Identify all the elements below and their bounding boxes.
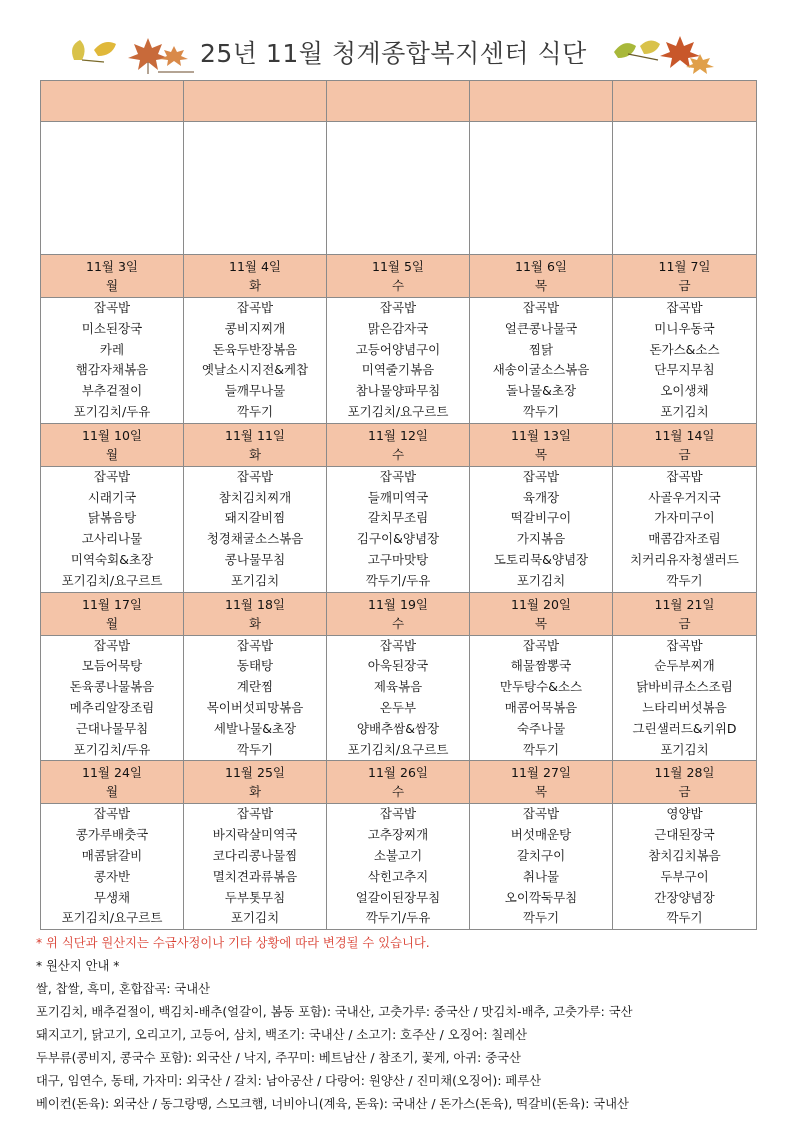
date-label: 11월 19일: [368, 596, 428, 612]
notes-section: [36, 932, 766, 1116]
date-label: 11월 20일: [511, 596, 571, 612]
menu-cell: [470, 635, 613, 761]
weekday-label: 수: [391, 278, 405, 293]
title-area: [0, 26, 793, 76]
date-label: 11월 10일: [82, 427, 142, 443]
menu-item: 동태탕: [236, 658, 274, 674]
menu-item: 그린샐러드&키위D: [632, 720, 737, 736]
menu-item: 잡곡밥: [236, 300, 274, 315]
menu-item: 잡곡밥: [522, 806, 560, 822]
menu-item: 깍두기: [236, 741, 274, 757]
weekday-label: 수: [391, 784, 405, 800]
weekday-label: 목: [534, 784, 548, 800]
menu-item: 두부톳무침: [224, 889, 286, 905]
menu-item: 깍두기/두유: [365, 910, 431, 926]
menu-cell: [470, 466, 613, 592]
menu-item: 메추리알장조림: [69, 699, 155, 715]
menu-item: 깍두기: [236, 403, 274, 419]
weekday-label: 수: [391, 446, 405, 462]
menu-item: 매콤어묵볶음: [504, 699, 578, 715]
weekday-label: 월: [105, 278, 119, 293]
origin-line: 돼지고기, 닭고기, 오리고기, 고등어, 삼치, 백조기: 국내산 / 소고기: 호주산 / 오징어: 칠레산: [36, 1028, 528, 1042]
date-cell: [470, 423, 613, 466]
menu-item: 청경채굴소스볶음: [206, 531, 304, 547]
origin-line: 대구, 임연수, 동태, 가자미: 외국산 / 갈치: 남아공산 / 다랑어: 원양산 / 진미채(오징어): 페루산: [36, 1074, 542, 1088]
menu-item: 미역줄기볶음: [361, 362, 435, 378]
header-cell: [470, 81, 613, 122]
menu-item: 떡갈비구이: [510, 510, 572, 526]
weekday-label: 화: [248, 784, 262, 800]
maple-leaf-icon: [118, 32, 198, 76]
page-title: 25년 11월 청계종합복지센터 식단: [200, 39, 587, 68]
menu-item: 근대나물무침: [75, 720, 149, 736]
menu-cell: [470, 804, 613, 930]
menu-item: 새송이굴소스볶음: [492, 362, 590, 378]
menu-cell: [41, 466, 184, 592]
menu-item: 바지락살미역국: [212, 827, 298, 843]
maple-leaf-icon: [650, 32, 730, 80]
blank-cell: [327, 122, 470, 255]
origin-line: 두부류(콩비지, 콩국수 포함): 외국산 / 낙지, 주꾸미: 베트남산 / 참조기, 꽃게, 아귀: 중국산: [36, 1051, 521, 1065]
menu-item: 잡곡밥: [93, 806, 131, 822]
menu-item: 목이버섯피망볶음: [206, 699, 304, 715]
origin-title: * 원산지 안내 *: [36, 959, 120, 973]
date-label: 11월 3일: [86, 259, 138, 274]
blank-cell: [613, 122, 757, 255]
menu-item: 부추겉절이: [81, 383, 143, 399]
menu-item: 고구마맛탕: [367, 551, 429, 567]
menu-item: 콩자반: [93, 868, 131, 884]
menu-item: 코다리콩나물찜: [212, 847, 298, 863]
weekday-label: 금: [678, 446, 691, 462]
date-row: [41, 255, 757, 298]
weekday-label: 화: [248, 278, 262, 293]
menu-item: 깍두기: [522, 741, 560, 757]
date-label: 11월 4일: [229, 259, 281, 274]
menu-item: 잡곡밥: [236, 637, 274, 653]
menu-cell: [327, 804, 470, 930]
menu-item: 잡곡밥: [522, 300, 560, 315]
date-cell: [41, 592, 184, 635]
menu-row: [41, 466, 757, 592]
menu-cell: [184, 466, 327, 592]
date-cell: [327, 255, 470, 298]
menu-item: 돌나물&초장: [505, 383, 577, 399]
menu-item: 순두부찌개: [654, 658, 715, 674]
menu-item: 갈치무조림: [367, 510, 429, 526]
menu-item: 잡곡밥: [666, 637, 703, 653]
menu-item: 소불고기: [373, 847, 423, 863]
menu-item: 옛날소시지전&케찹: [201, 362, 309, 378]
date-cell: [470, 255, 613, 298]
weekday-label: 금: [678, 278, 691, 293]
date-label: 11월 13일: [511, 427, 571, 443]
menu-cell: [327, 635, 470, 761]
menu-item: 카레: [99, 341, 125, 357]
menu-item: 버섯매운탕: [510, 827, 572, 843]
blank-cell: [41, 122, 184, 255]
date-cell: [613, 592, 757, 635]
date-cell: [613, 761, 757, 804]
menu-cell: [327, 466, 470, 592]
menu-item: 삭힌고추지: [367, 868, 429, 884]
origin-line: 포기김치, 배추겉절이, 백김치-배추(얼갈이, 봄동 포함): 국내산, 고춧가루: 중국산 / 맛김치-배추, 고춧가루: 국산: [36, 1005, 633, 1019]
origin-line: 베이컨(돈육): 외국산 / 동그랑땡, 스모크햄, 너비아니(계육, 돈육): 국내산 / 돈가스(돈육), 떡갈비(돈육): 국내산: [36, 1097, 629, 1111]
menu-item: 참치김치볶음: [648, 847, 721, 863]
menu-item: 가자미구이: [654, 510, 715, 526]
menu-item: 콩비지찌개: [224, 320, 286, 336]
menu-item: 잡곡밥: [93, 300, 131, 315]
menu-item: 잡곡밥: [522, 637, 560, 653]
menu-cell: [613, 298, 757, 424]
origin-line: 쌀, 찹쌀, 흑미, 혼합잡곡: 국내산: [36, 982, 211, 996]
menu-item: 잡곡밥: [666, 300, 703, 315]
menu-item: 오이깍둑무침: [504, 889, 578, 905]
header-cell: [41, 81, 184, 122]
weekday-label: 목: [534, 278, 548, 293]
menu-item: 해물짬뽕국: [510, 658, 572, 674]
menu-item: 콩가루배춧국: [75, 827, 149, 843]
menu-item: 깍두기/두유: [365, 572, 431, 588]
menu-item: 포기김치: [516, 572, 566, 588]
date-cell: [613, 255, 757, 298]
menu-item: 김구이&양념장: [356, 531, 440, 547]
menu-cell: [184, 635, 327, 761]
menu-item: 느타리버섯볶음: [642, 699, 727, 715]
menu-item: 무생채: [93, 889, 131, 905]
menu-item: 잡곡밥: [236, 468, 274, 484]
menu-item: 포기김치/두유: [73, 403, 151, 419]
date-cell: [41, 761, 184, 804]
date-label: 11월 7일: [658, 259, 711, 274]
weekday-label: 화: [248, 446, 262, 462]
menu-item: 돈가스&소스: [649, 341, 720, 357]
blank-row: [41, 122, 757, 255]
menu-item: 포기김치/두유: [73, 741, 151, 757]
menu-item: 매콤감자조림: [648, 531, 721, 547]
menu-item: 돈육두반장볶음: [212, 341, 298, 357]
date-cell: [184, 255, 327, 298]
menu-item: 간장양념장: [654, 889, 715, 905]
menu-row: [41, 804, 757, 930]
menu-item: 사골우거지국: [648, 489, 721, 505]
date-label: 11월 21일: [654, 596, 715, 612]
menu-item: 들깨미역국: [367, 489, 429, 505]
menu-item: 포기김치: [230, 572, 280, 588]
header-cell: [184, 81, 327, 122]
menu-item: 닭볶음탕: [87, 510, 137, 526]
weekday-label: 월: [105, 784, 119, 800]
date-cell: [327, 423, 470, 466]
menu-item: 모듬어묵탕: [81, 658, 143, 674]
menu-item: 치커리유자청샐러드: [630, 551, 739, 567]
menu-item: 포기김치/요구르트: [347, 741, 449, 757]
menu-cell: [41, 298, 184, 424]
menu-item: 참치김치찌개: [218, 489, 292, 505]
weekday-label: 월: [105, 446, 119, 462]
menu-cell: [613, 466, 757, 592]
menu-item: 참나물양파무침: [355, 383, 441, 399]
menu-cell: [41, 804, 184, 930]
menu-item: 깍두기: [522, 403, 560, 419]
blank-cell: [470, 122, 613, 255]
menu-item: 잡곡밥: [522, 468, 560, 484]
date-label: 11월 17일: [82, 596, 142, 612]
menu-item: 깍두기: [666, 572, 703, 588]
menu-cell: [613, 804, 757, 930]
date-label: 11월 5일: [372, 259, 424, 274]
menu-item: 얼갈이된장무침: [355, 889, 441, 905]
weeks-body: [41, 255, 757, 930]
menu-item: 만두탕수&소스: [499, 679, 583, 695]
menu-item: 맑은감자국: [367, 320, 429, 336]
menu-item: 포기김치/요구르트: [61, 910, 163, 926]
date-row: [41, 761, 757, 804]
menu-item: 깍두기: [522, 910, 560, 926]
weekday-label: 수: [391, 615, 405, 631]
menu-item: 얼큰콩나물국: [504, 320, 578, 336]
menu-cell: [184, 804, 327, 930]
menu-item: 고추장찌개: [367, 827, 429, 843]
weekday-label: 목: [534, 615, 548, 631]
menu-cell: [613, 635, 757, 761]
menu-cell: [41, 635, 184, 761]
menu-item: 계란찜: [236, 679, 274, 695]
date-cell: [184, 592, 327, 635]
date-label: 11월 18일: [225, 596, 285, 612]
menu-item: 잡곡밥: [379, 637, 417, 653]
menu-item: 포기김치/요구르트: [347, 403, 449, 419]
date-cell: [184, 423, 327, 466]
menu-item: 잡곡밥: [666, 468, 703, 484]
menu-item: 콩나물무침: [224, 551, 286, 567]
menu-item: 오이생채: [660, 383, 709, 399]
menu-item: 멸치견과류볶음: [212, 868, 298, 884]
menu-item: 잡곡밥: [379, 806, 417, 822]
menu-item: 고사리나물: [81, 531, 143, 547]
change-warning: * 위 식단과 원산지는 수급사정이나 기타 상황에 따라 변경될 수 있습니다.: [36, 936, 430, 950]
menu-item: 포기김치/요구르트: [61, 572, 163, 588]
date-label: 11월 14일: [654, 427, 715, 443]
menu-item: 갈치구이: [516, 847, 566, 863]
menu-item: 잡곡밥: [93, 637, 131, 653]
menu-row: [41, 298, 757, 424]
menu-item: 영양밥: [666, 806, 703, 822]
menu-item: 닭바비큐소스조림: [636, 679, 733, 695]
menu-item: 세발나물&초장: [213, 720, 297, 736]
menu-cell: [184, 298, 327, 424]
menu-item: 온두부: [379, 699, 417, 715]
date-cell: [470, 592, 613, 635]
header-row: [41, 81, 757, 122]
menu-item: 찜닭: [528, 341, 554, 357]
menu-item: 깍두기: [666, 910, 703, 926]
menu-item: 햄감자채볶음: [75, 362, 149, 378]
menu-item: 숙주나물: [516, 720, 566, 736]
menu-item: 잡곡밥: [379, 468, 417, 484]
menu-cell: [470, 298, 613, 424]
weekday-label: 목: [534, 446, 548, 462]
date-label: 11월 27일: [511, 765, 571, 781]
date-label: 11월 24일: [82, 765, 142, 781]
weekday-label: 금: [678, 784, 691, 800]
date-cell: [41, 255, 184, 298]
menu-item: 도토리묵&양념장: [493, 551, 589, 567]
date-cell: [184, 761, 327, 804]
date-cell: [41, 423, 184, 466]
menu-item: 아욱된장국: [367, 658, 429, 674]
date-label: 11월 25일: [225, 765, 285, 781]
menu-item: 제육볶음: [373, 679, 423, 695]
blank-cell: [184, 122, 327, 255]
date-row: [41, 423, 757, 466]
date-cell: [327, 761, 470, 804]
menu-row: [41, 635, 757, 761]
ginkgo-leaf-icon: [64, 32, 124, 72]
menu-item: 들깨무나물: [224, 383, 286, 399]
menu-item: 근대된장국: [654, 827, 715, 843]
menu-item: 시래기국: [87, 489, 137, 505]
menu-item: 미역숙회&초장: [70, 551, 154, 567]
menu-item: 포기김치: [230, 910, 280, 926]
menu-item: 돼지갈비찜: [224, 510, 286, 526]
date-label: 11월 12일: [368, 427, 428, 443]
date-label: 11월 26일: [368, 765, 428, 781]
weekday-label: 화: [248, 615, 262, 631]
menu-item: 육개장: [522, 489, 560, 505]
menu-cell: [327, 298, 470, 424]
menu-item: 양배추쌈&쌈장: [356, 720, 440, 736]
menu-item: 포기김치: [660, 741, 709, 757]
menu-item: 잡곡밥: [93, 468, 131, 484]
menu-item: 잡곡밥: [236, 806, 274, 822]
menu-item: 두부구이: [660, 868, 709, 884]
meal-calendar-table: [40, 80, 757, 930]
menu-item: 포기김치: [660, 403, 709, 419]
weekday-label: 금: [678, 615, 691, 631]
date-cell: [327, 592, 470, 635]
menu-item: 가지볶음: [516, 531, 566, 547]
menu-item: 매콤닭갈비: [81, 847, 143, 863]
date-cell: [470, 761, 613, 804]
menu-item: 고등어양념구이: [355, 341, 441, 357]
date-cell: [613, 423, 757, 466]
menu-item: 돈육콩나물볶음: [69, 679, 155, 695]
date-label: 11월 28일: [654, 765, 715, 781]
date-label: 11월 6일: [515, 259, 567, 274]
menu-item: 미소된장국: [81, 320, 143, 336]
menu-item: 잡곡밥: [379, 300, 417, 315]
menu-item: 미니우동국: [654, 320, 715, 336]
header-cell: [327, 81, 470, 122]
date-label: 11월 11일: [225, 427, 285, 443]
weekday-label: 월: [105, 615, 119, 631]
menu-item: 취나물: [522, 868, 560, 884]
date-row: [41, 592, 757, 635]
menu-item: 단무지무침: [654, 362, 715, 378]
header-cell: [613, 81, 757, 122]
